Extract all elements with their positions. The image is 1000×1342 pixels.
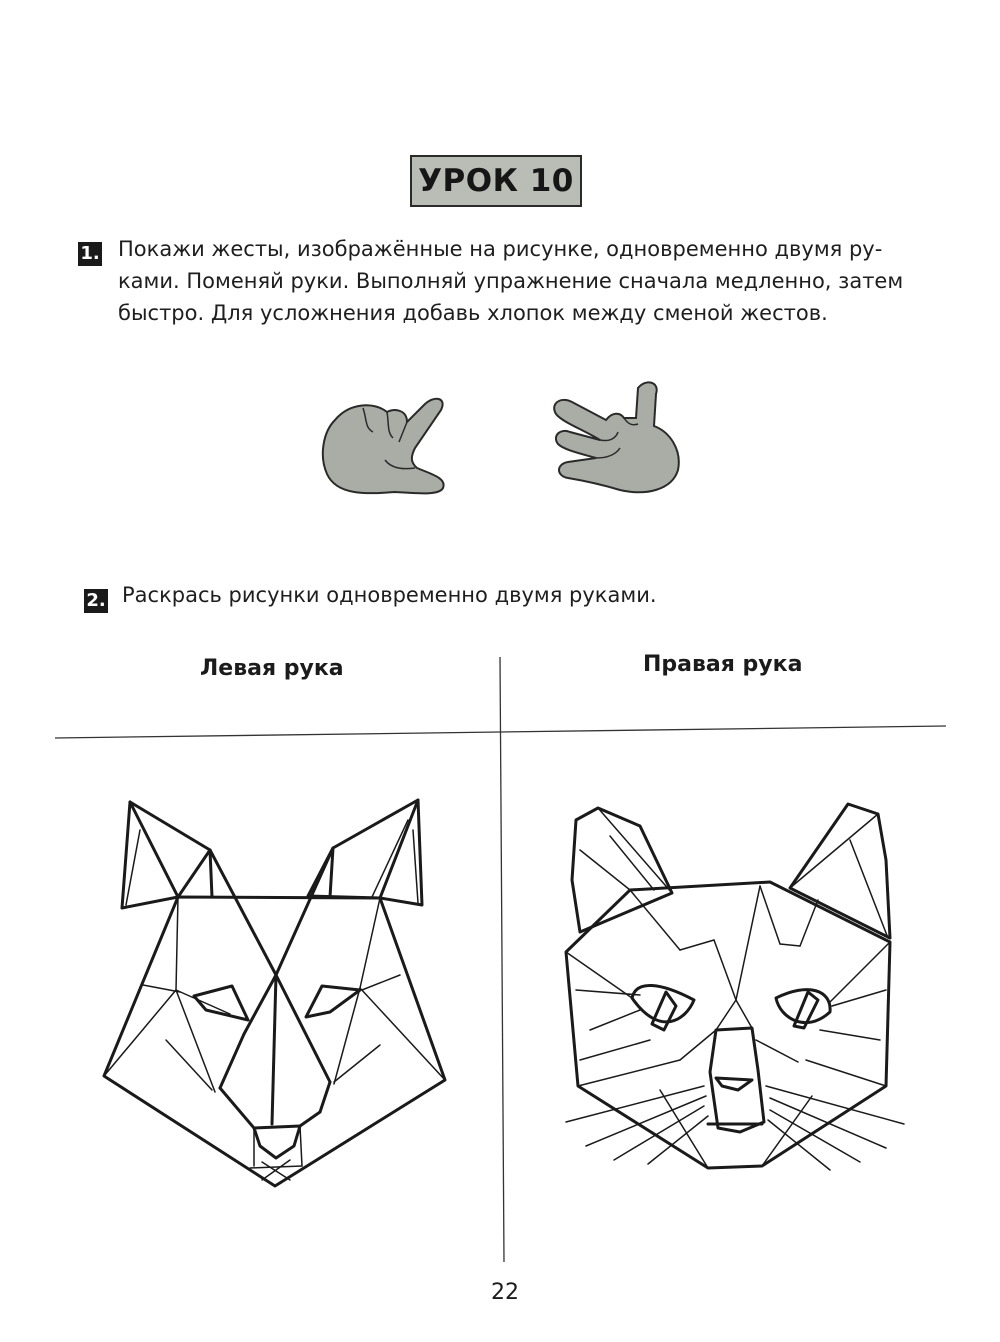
page-number: 22 (491, 1280, 519, 1305)
task-2-text: Раскрась рисунки одновременно двумя руками. (122, 583, 657, 607)
right-hand-label: Правая рука (643, 652, 803, 677)
task-1-number: 1. (78, 242, 102, 266)
lesson-title: УРОК 10 (410, 155, 582, 207)
left-hand-label: Левая рука (200, 656, 344, 681)
task-2-number: 2. (84, 589, 108, 613)
task-1-line-3: быстро. Для усложнения добавь хлопок между сменой жестов. (118, 301, 828, 325)
task-1-line-2: ками. Поменяй руки. Выполняй упражнение сначала медленно, затем (118, 269, 904, 293)
task-1-line-1: Покажи жесты, изображённые на рисунке, одновременно двумя ру- (118, 237, 883, 261)
